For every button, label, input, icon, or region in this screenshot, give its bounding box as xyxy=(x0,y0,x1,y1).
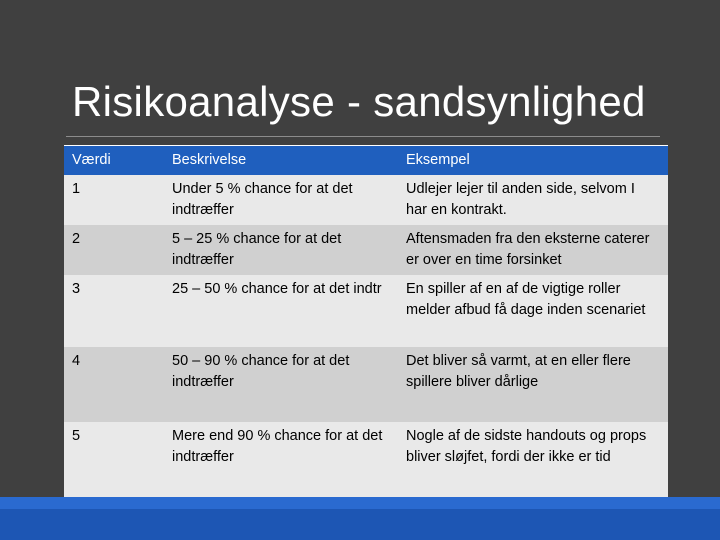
example-text: En spiller af en af de vigtige roller melder afbud få dage inden scenariet xyxy=(406,281,646,318)
bottom-accent-bar xyxy=(0,497,720,540)
value-cell xyxy=(64,225,172,275)
slide-title: Risikoanalyse - sandsynlighed xyxy=(72,78,646,125)
description-cell xyxy=(172,175,406,225)
description-cell xyxy=(172,347,406,422)
value-text: 3 xyxy=(72,281,81,297)
value-cell xyxy=(64,275,172,347)
value-cell xyxy=(64,347,172,422)
value-text: 2 xyxy=(72,231,81,247)
description-text: 50 – 90 % chance for at det indtræffer xyxy=(172,353,350,390)
column-header-value: Værdi xyxy=(64,146,172,176)
table-row xyxy=(64,175,668,225)
value-cell xyxy=(64,175,172,225)
description-cell xyxy=(172,422,406,497)
example-cell xyxy=(406,225,668,275)
table-row xyxy=(64,275,668,347)
description-text: Mere end 90 % chance for at det indtræffer xyxy=(172,428,383,465)
description-cell xyxy=(172,225,406,275)
example-text: Udlejer lejer til anden side, selvom I har en kontrakt. xyxy=(406,181,635,218)
value-cell xyxy=(64,422,172,497)
table-row xyxy=(64,347,668,422)
table-header-row xyxy=(64,146,668,176)
description-text: 25 – 50 % chance for at det indtr xyxy=(172,281,382,297)
example-cell xyxy=(406,347,668,422)
description-cell xyxy=(172,275,406,347)
example-cell xyxy=(406,422,668,497)
example-text: Aftensmaden fra den eksterne caterer er over en time forsinket xyxy=(406,231,650,268)
example-text: Nogle af de sidste handouts og props bliver sløjfet, fordi der ikke er tid xyxy=(406,428,647,465)
value-text: 5 xyxy=(72,428,81,444)
column-header-description: Beskrivelse xyxy=(172,146,406,176)
column-header-example: Eksempel xyxy=(406,146,668,176)
example-cell xyxy=(406,275,668,347)
bottom-accent-band xyxy=(0,497,720,509)
table-row xyxy=(64,422,668,497)
probability-table xyxy=(64,145,668,497)
value-text: 4 xyxy=(72,353,81,369)
value-text: 1 xyxy=(72,181,81,197)
description-text: Under 5 % chance for at det indtræffer xyxy=(172,181,353,218)
example-cell xyxy=(406,175,668,225)
example-text: Det bliver så varmt, at en eller flere spillere bliver dårlige xyxy=(406,353,631,390)
title-divider xyxy=(66,136,660,137)
table-row xyxy=(64,225,668,275)
description-text: 5 – 25 % chance for at det indtræffer xyxy=(172,231,342,268)
